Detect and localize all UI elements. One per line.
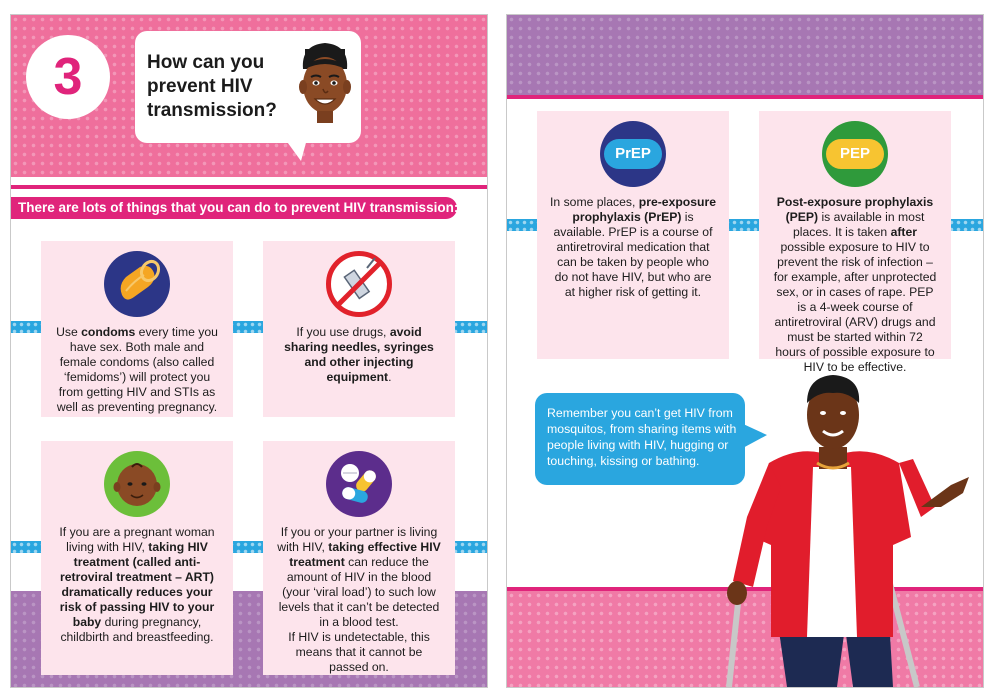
condom-icon <box>104 251 170 317</box>
text-bold: avoid sharing needles, syringes and other injecting equipment <box>284 325 434 384</box>
step-number: 3 <box>53 48 83 106</box>
card-pep <box>759 111 951 374</box>
card-pregnancy <box>41 441 233 675</box>
step-number-badge <box>26 35 110 119</box>
title-speech-bubble <box>135 31 361 143</box>
text-segment: is available in most places. It is taken <box>793 210 925 239</box>
card-text <box>53 325 221 415</box>
text-segment: If you or your partner is living with HIV, <box>277 525 438 554</box>
prep-pill: PrEP <box>604 139 662 169</box>
text-segment: Use <box>56 325 82 339</box>
page-title: How can you prevent HIV transmission? <box>147 52 277 121</box>
card-text <box>275 325 443 385</box>
card-drugs <box>263 241 455 417</box>
text-segment: is available. PrEP is a course of antiretroviral medication that can be taken by people who do not have HIV, but who are at higher risk of getting it. <box>553 210 713 299</box>
text-segment: during pregnancy, childbirth and breastfeeding. <box>60 615 214 644</box>
speech-text: Remember you can’t get HIV from mosquitos, from sharing items with people living with HIV, hugging or touching, kissing or bathing. <box>547 406 737 468</box>
right-page <box>506 14 984 688</box>
text-bold: after <box>890 225 917 239</box>
intro-text: There are lots of things that you can do to prevent HIV transmission: <box>18 200 459 215</box>
text-bold: pre-exposure prophylaxis (PrEP) <box>572 195 716 224</box>
card-text <box>53 525 221 645</box>
card-text <box>771 195 939 375</box>
text-segment: In some places, <box>550 195 639 209</box>
text-segment: . <box>388 370 392 384</box>
speech-bubble-tail <box>285 139 307 161</box>
text-segment: If you are a pregnant woman living with HIV, <box>59 525 215 554</box>
card-text <box>275 525 443 675</box>
text-segment: If you use drugs, <box>296 325 390 339</box>
text-bold: taking effective HIV treatment <box>289 540 441 569</box>
left-page <box>10 14 488 688</box>
intro-banner <box>11 197 457 219</box>
divider-stripe <box>507 95 983 99</box>
young-man-illustration <box>707 367 977 687</box>
divider-stripe <box>11 185 487 189</box>
text-segment: possible exposure to HIV to prevent the risk of infection – for example, after unprotected sex, or in cases of rape. PEP is a 4-week course of antiretroviral (ARV) drugs and must be started within 72 hours of possible exposure to HIV to be effective. <box>773 240 937 374</box>
baby-icon <box>104 451 170 517</box>
header-pattern <box>507 15 983 95</box>
text-bold: Post-exposure prophylaxis (PEP) <box>776 195 934 224</box>
text-segment: can reduce the amount of HIV in the blood (your ‘viral load’) to such low levels that it can’t be detected in a blood test. <box>278 555 440 629</box>
card-text <box>549 195 717 300</box>
text-segment: every time you have sex. Both male and female condoms (also called ‘femidoms’) will protect you from getting HIV and STIs as well as preventing pregnancy. <box>56 325 218 414</box>
pep-pill: PEP <box>826 139 884 169</box>
boy-face-icon <box>293 39 357 135</box>
pills-icon <box>326 451 392 517</box>
text-bold: condoms <box>81 325 136 339</box>
pep-icon <box>822 121 888 187</box>
card-condoms <box>41 241 233 417</box>
text-bold: taking HIV treatment (called anti-retroviral treatment – ART) dramatically reduces your risk of passing HIV to your baby <box>59 540 215 629</box>
no-needle-icon <box>326 251 392 317</box>
card-treatment <box>263 441 455 675</box>
text-segment: If HIV is undetectable, this means that it cannot be passed on. <box>288 630 430 674</box>
prep-icon <box>600 121 666 187</box>
card-prep <box>537 111 729 359</box>
